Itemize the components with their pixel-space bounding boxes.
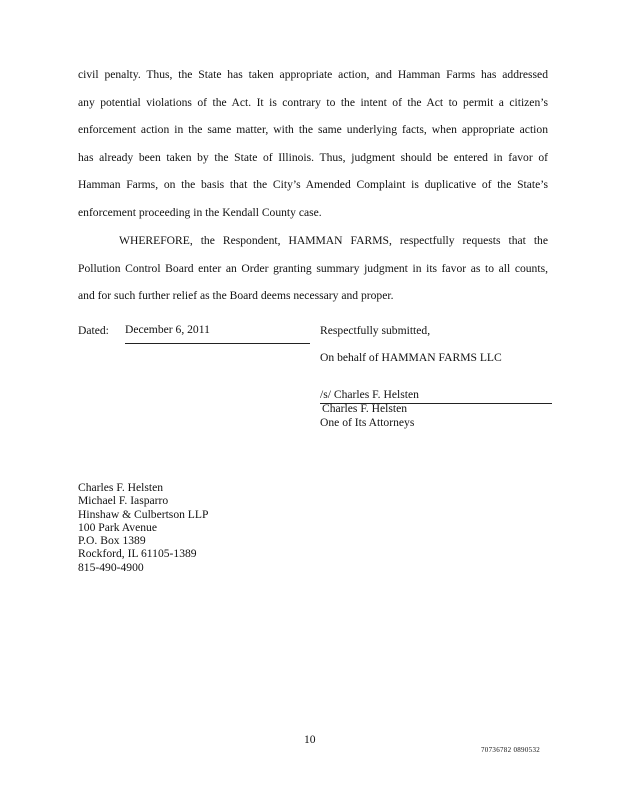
signature-line: /s/ Charles F. Helsten	[320, 386, 552, 404]
address-line: Charles F. Helsten	[78, 481, 164, 494]
dated-value: December 6, 2011	[125, 321, 310, 344]
paragraph-line: and for such further relief as the Board deems necessary and proper.	[78, 289, 394, 302]
address-line: Rockford, IL 61105-1389	[78, 547, 197, 561]
paragraph-line: has already been taken by the State of Illinois. Thus, judgment should be entered in favor of	[78, 150, 548, 164]
dated-label: Dated:	[78, 324, 109, 337]
address-line: Hinshaw & Culbertson LLP	[78, 507, 209, 521]
document-id: 70736782 0890532	[481, 746, 541, 754]
address-line: P.O. Box 1389	[78, 534, 146, 548]
signer-name: Charles F. Helsten	[322, 402, 408, 415]
paragraph-line: enforcement proceeding in the Kendall County case.	[78, 205, 322, 219]
address-line: Michael F. Iasparro	[78, 494, 169, 508]
signer-title: One of Its Attorneys	[320, 416, 415, 429]
paragraph-line: any potential violations of the Act. It is contrary to the intent of the Act to permit a citizen’s	[78, 95, 548, 109]
address-line: 100 Park Avenue	[78, 520, 157, 534]
paragraph-argument	[78, 61, 548, 226]
on-behalf-of: On behalf of HAMMAN FARMS LLC	[320, 351, 502, 364]
page-number: 10	[304, 733, 316, 746]
address-line: 815-490-4900	[78, 560, 144, 574]
paragraph-line: Hamman Farms, on the basis that the City’s Amended Complaint is duplicative of the State’s	[78, 178, 548, 191]
paragraph-line: enforcement action in the same matter, with the same underlying facts, when appropriate action	[78, 123, 548, 136]
respectfully-submitted: Respectfully submitted,	[320, 324, 431, 337]
address-block	[78, 481, 208, 574]
paragraph-wherefore	[78, 227, 548, 310]
paragraph-line: WHEREFORE, the Respondent, HAMMAN FARMS, respectfully requests that the	[119, 234, 548, 247]
paragraph-line: Pollution Control Board enter an Order granting summary judgment in its favor as to all counts,	[78, 261, 548, 275]
paragraph-line: civil penalty. Thus, the State has taken appropriate action, and Hamman Farms has addressed	[78, 68, 548, 81]
